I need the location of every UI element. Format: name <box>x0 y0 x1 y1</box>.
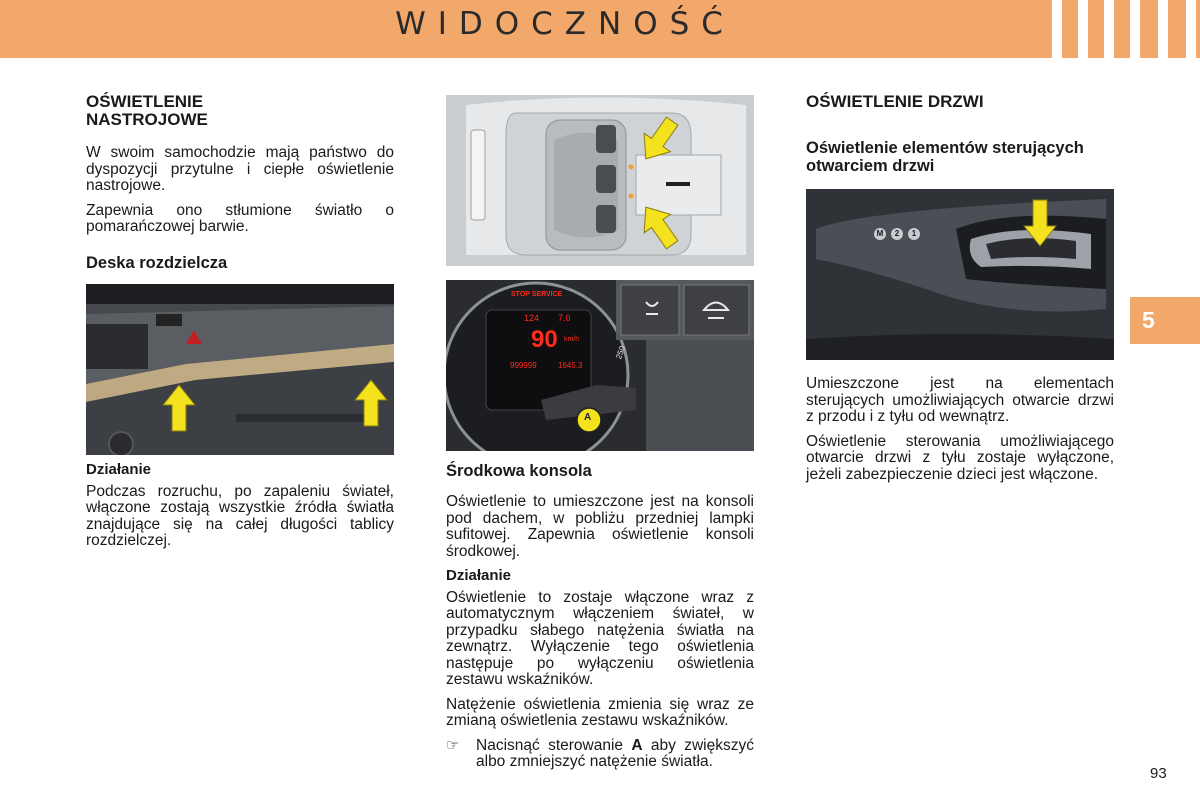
left-column-bottom <box>86 462 394 558</box>
section-heading: OŚWIETLENIE DRZWI <box>806 92 984 111</box>
action-heading: Działanie <box>446 567 512 584</box>
header-stripe <box>1104 0 1114 58</box>
section-heading: OŚWIETLENIE NASTROJOWE <box>86 92 208 129</box>
seat-memory-m-button: M <box>874 228 886 240</box>
chapter-tab: 5 <box>1130 297 1200 344</box>
seat-memory-2-button: 2 <box>891 228 903 240</box>
header-stripe <box>1186 0 1196 58</box>
instruction-item <box>446 738 754 771</box>
roof-console-photo <box>446 95 754 266</box>
paragraph: Natężenie oświetlenia zmienia się wraz ze zmianą oświetlenia zestawu wskaźników. <box>446 695 754 729</box>
consumption-readout: 7.0 <box>558 313 571 323</box>
yellow-arrow-down <box>1020 198 1060 248</box>
paragraph: Oświetlenie to zostaje włączone wraz z automatycznym włączeniem świateł, w przypadku słabego natężenia światła na zewnątrz. Wyłączenie tego oświetlenia następuje po wyłączeniu oświetlenia zestawu wskaźników. <box>446 588 754 688</box>
instruction-text: Nacisnąć sterowanie A aby zwiększyć albo zmniejszyć natężenie światła. <box>476 736 754 770</box>
seat-memory-1-button: 1 <box>908 228 920 240</box>
header-stripe <box>1052 0 1062 58</box>
odometer-readout: 999999 <box>510 361 537 370</box>
door-handle-photo <box>806 189 1114 360</box>
speed-readout: 90 <box>531 326 558 353</box>
left-column-top <box>86 93 394 272</box>
header-stripe <box>1158 0 1168 58</box>
yellow-arrow-up <box>159 383 199 433</box>
page-number: 93 <box>1150 765 1167 782</box>
paragraph: Podczas rozruchu, po zapaleniu świateł, włączone zostają wszystkie źródła światła znajdujące się na całej długości tablicy rozdzielczej. <box>86 482 394 549</box>
speed-unit: km/h <box>564 336 580 343</box>
subheading: Oświetlenie elementów sterujących otwarciem drzwi <box>806 139 1084 175</box>
range-readout: 124 <box>524 313 540 323</box>
yellow-arrow-up <box>351 378 391 428</box>
dashboard-photo <box>86 284 394 455</box>
paragraph: Zapewnia ono stłumione światło o pomarańczowej barwie. <box>86 201 394 235</box>
paragraph: Oświetlenie sterowania umożliwiającego otwarcie drzwi z tyłu zostaje wyłączone, jeżeli zabezpieczenie dzieci jest włączone. <box>806 432 1114 483</box>
middle-column-text <box>446 462 754 771</box>
paragraph: W swoim samochodzie mają państwo do dyspozycji przytulne i ciepłe oświetlenie nastrojowe. <box>86 144 394 194</box>
paragraph: Oświetlenie to umieszczone jest na konsoli pod dachem, w pobliżu przedniej lampki sufitowej. Zapewnia oświetlenie konsoli środkowej. <box>446 493 754 560</box>
stop-service-text: STOP SERVICE <box>511 291 563 298</box>
instrument-cluster-photo <box>446 280 754 451</box>
header-band <box>0 0 1200 58</box>
right-column-top <box>806 93 1114 175</box>
dial-mark: 250 <box>614 344 628 361</box>
control-a-reference: A <box>631 736 643 754</box>
subheading: Deska rozdzielcza <box>86 253 228 272</box>
trip-readout: 1645.3 <box>558 361 583 370</box>
paragraph: Umieszczone jest na elementach sterujących umożliwiających otwarcie drzwi z przodu i z tyłu od wewnątrz. <box>806 375 1114 425</box>
pointing-hand-icon: ☞ <box>446 736 460 754</box>
control-a-label: A <box>584 412 592 423</box>
action-heading: Działanie <box>86 461 152 478</box>
header-stripe <box>1078 0 1088 58</box>
right-column-bottom <box>806 376 1114 491</box>
header-stripe <box>1130 0 1140 58</box>
page-title: WIDOCZNOŚĆ <box>395 6 735 42</box>
subheading: Środkowa konsola <box>446 462 592 480</box>
